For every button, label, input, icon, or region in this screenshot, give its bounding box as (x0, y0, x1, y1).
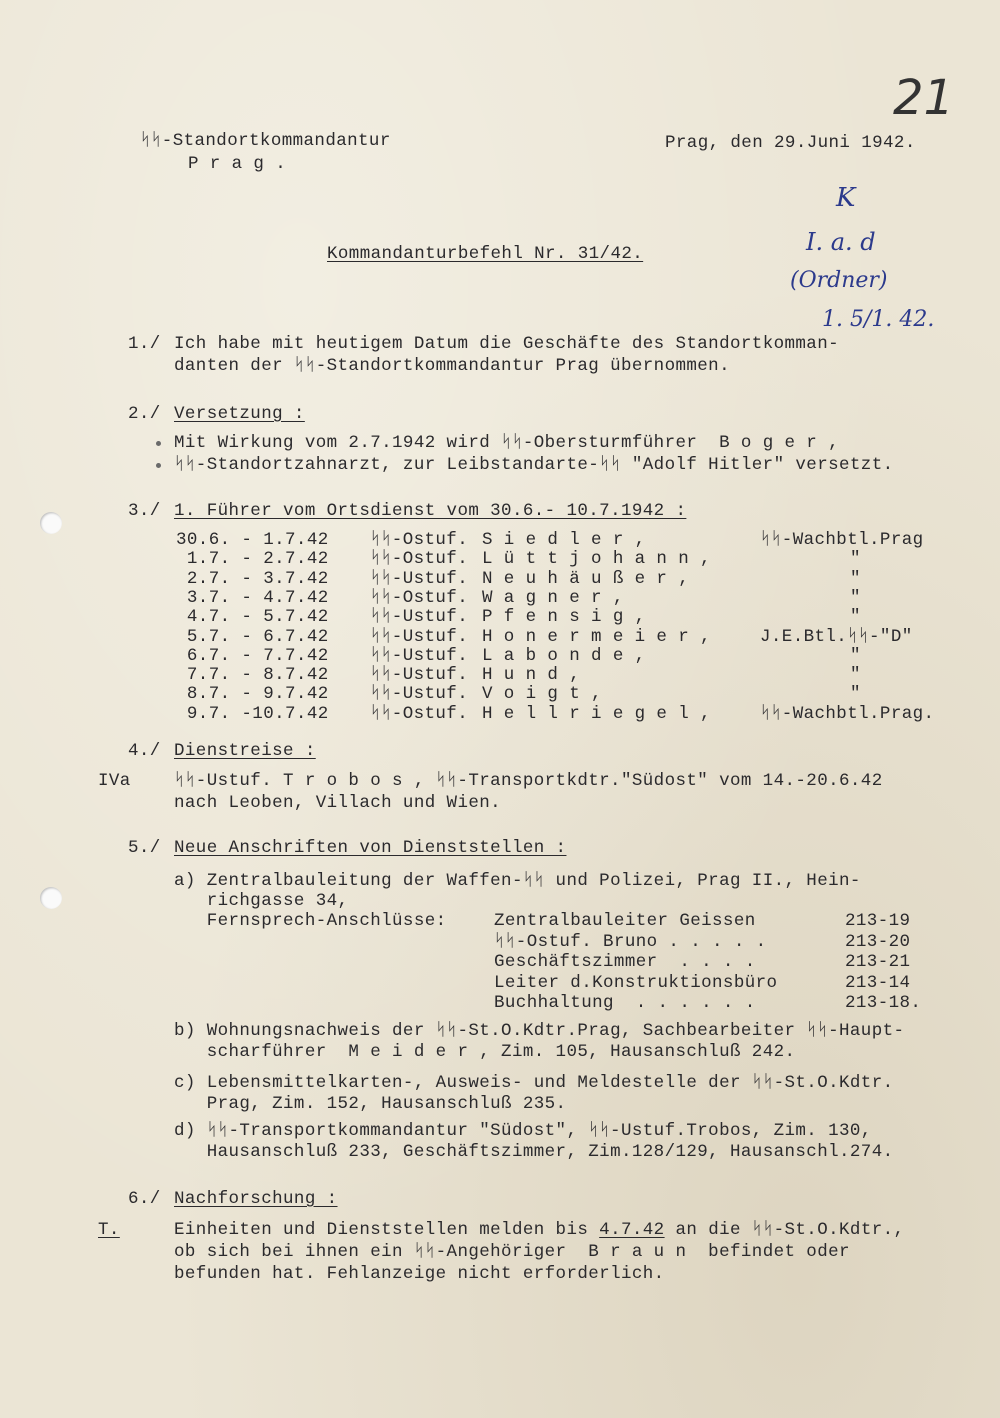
phone-line-name: Zentralbauleiter Geissen (494, 911, 756, 931)
section-5b-line-2: scharführer M e i d e r , Zim. 105, Hausanschluß 242. (174, 1042, 796, 1062)
phone-row (0, 993, 1000, 1015)
duty-officer-name: V o i g t , (482, 684, 602, 705)
section-4-line-2: nach Leoben, Villach und Wien. (174, 793, 502, 813)
duty-unit: " (850, 568, 861, 589)
section-5c-line-1: c) Lebensmittelkarten-, Ausweis- und Meldestelle der ᛋᛋ-St.O.Kdtr. (174, 1073, 894, 1093)
phone-number: 213-19 (845, 911, 911, 931)
duty-roster-row (0, 704, 1000, 726)
duty-rank: ᛋᛋ-Ostuf. (370, 530, 469, 550)
duty-rank: ᛋᛋ-Ustuf. (370, 684, 469, 705)
section-5b-line-1: b) Wohnungsnachweis der ᛋᛋ-St.O.Kdtr.Prag, Sachbearbeiter ᛋᛋ-Haupt- (174, 1021, 905, 1041)
section-5a-line-2: richgasse 34, (174, 891, 349, 911)
duty-officer-name: S i e d l e r , (482, 530, 646, 550)
duty-unit: J.E.Btl.ᛋᛋ-"D" (760, 626, 913, 647)
section-6-number: 6./ (128, 1189, 161, 1209)
duty-rank: ᛋᛋ-Ustuf. (370, 626, 469, 647)
section-5a-line-1: a) Zentralbauleitung der Waffen-ᛋᛋ und Polizei, Prag II., Hein- (174, 871, 861, 891)
section-5c-line-2: Prag, Zim. 152, Hausanschluß 235. (174, 1094, 567, 1114)
handwritten-note-line-3: (Ordner) (790, 268, 888, 293)
duty-dates: 1.7. - 2.7.42 (176, 549, 329, 570)
section-2-heading: Versetzung : (174, 404, 305, 424)
punch-hole-bottom (40, 887, 62, 909)
section-2-line-1: Mit Wirkung vom 2.7.1942 wird ᛋᛋ-Obersturmführer B o g e r , (174, 433, 840, 453)
office-line-2: P r a g . (188, 154, 287, 174)
phone-row (0, 973, 1000, 995)
section-6-heading: Nachforschung : (174, 1189, 338, 1209)
phone-row (0, 911, 1000, 933)
duty-dates: 30.6. - 1.7.42 (176, 530, 329, 550)
duty-unit: " (850, 549, 861, 570)
duty-rank: ᛋᛋ-Ostuf. (370, 703, 469, 724)
duty-rank: ᛋᛋ-Ustuf. (370, 568, 469, 589)
section-5-heading: Neue Anschriften von Dienststellen : (174, 838, 567, 858)
duty-unit: " (850, 645, 861, 666)
phone-row (0, 952, 1000, 974)
duty-dates: 4.7. - 5.7.42 (176, 607, 329, 628)
duty-dates: 6.7. - 7.7.42 (176, 645, 329, 666)
duty-rank: ᛋᛋ-Ostuf. (370, 587, 469, 608)
section-2-line-2: ᛋᛋ-Standortzahnarzt, zur Leibstandarte-ᛋᛋ "Adolf Hitler" versetzt. (174, 455, 894, 475)
section-1-line-1: Ich habe mit heutigem Datum die Geschäfte des Standortkomman- (174, 334, 840, 354)
section-3-number: 3./ (128, 501, 161, 521)
duty-officer-name: H u n d , (482, 665, 581, 686)
duty-officer-name: L ü t t j o h a n n , (482, 549, 711, 570)
duty-dates: 3.7. - 4.7.42 (176, 587, 329, 608)
duty-officer-name: H e l l r i e g e l , (482, 703, 711, 724)
section-6-line-1-start: Einheiten und Dienststellen melden bis (174, 1220, 600, 1240)
duty-rank: ᛋᛋ-Ustuf. (370, 645, 469, 666)
section-6-deadline-date: 4.7.42 (599, 1220, 665, 1240)
document-title: Kommandanturbefehl Nr. 31/42. (327, 244, 644, 264)
duty-officer-name: W a g n e r , (482, 587, 624, 608)
section-6-line-2: ob sich bei ihnen ein ᛋᛋ-Angehöriger B r a u n befindet oder (174, 1242, 850, 1262)
office-line-1: ᛋᛋ-Standortkommandantur (140, 131, 391, 151)
page-number: 21 (893, 70, 955, 126)
duty-rank: ᛋᛋ-Ustuf. (370, 665, 469, 686)
duty-officer-name: L a b o n d e , (482, 645, 646, 666)
duty-officer-name: N e u h ä u ß e r , (482, 568, 690, 589)
section-5d-line-2: Hausanschluß 233, Geschäftszimmer, Zim.128/129, Hausanschl.274. (174, 1142, 894, 1162)
phone-row (0, 932, 1000, 954)
duty-dates: 5.7. - 6.7.42 (176, 626, 329, 647)
duty-dates: 2.7. - 3.7.42 (176, 568, 329, 589)
phone-line-name: Buchhaltung . . . . . . (494, 993, 756, 1013)
section-1-line-2: danten der ᛋᛋ-Standortkommandantur Prag übernommen. (174, 356, 730, 376)
phone-line-name: Leiter d.Konstruktionsbüro (494, 972, 778, 993)
section-2-number: 2./ (128, 404, 161, 424)
duty-dates: 7.7. - 8.7.42 (176, 665, 329, 686)
section-3-heading: 1. Führer vom Ortsdienst vom 30.6.- 10.7.1942 : (174, 501, 687, 521)
duty-unit: ᛋᛋ-Wachbtl.Prag. (760, 703, 935, 724)
bullet-dot (156, 463, 161, 468)
phone-number: 213-18. (845, 993, 922, 1013)
phone-number: 213-20 (845, 931, 911, 952)
duty-unit: " (850, 665, 861, 686)
document-date: Prag, den 29.Juni 1942. (665, 133, 916, 153)
duty-unit: " (850, 587, 861, 608)
section-6-line-1 (174, 1220, 904, 1240)
bullet-dot (156, 441, 161, 446)
duty-unit: ᛋᛋ-Wachbtl.Prag (760, 530, 924, 550)
section-6-line-1-end: an die ᛋᛋ-St.O.Kdtr., (664, 1220, 905, 1240)
phone-number: 213-21 (845, 952, 911, 972)
handwritten-note-line-2: I. a. d (806, 228, 876, 256)
section-5a-phone-label: Fernsprech-Anschlüsse: (174, 911, 447, 931)
section-5d-line-1: d) ᛋᛋ-Transportkommandantur "Südost", ᛋᛋ-Ustuf.Trobos, Zim. 130, (174, 1121, 872, 1141)
duty-dates: 9.7. -10.7.42 (176, 703, 329, 724)
duty-rank: ᛋᛋ-Ostuf. (370, 549, 469, 570)
section-4-number: 4./ (128, 741, 161, 761)
duty-unit: " (850, 684, 861, 705)
section-1-number: 1./ (128, 334, 161, 354)
section-4-line-1: ᛋᛋ-Ustuf. T r o b o s , ᛋᛋ-Transportkdtr."Südost" vom 14.-20.6.42 (174, 771, 883, 791)
section-4-margin-code: IVa (98, 771, 131, 791)
section-6-margin-code: T. (98, 1220, 120, 1240)
phone-line-name: ᛋᛋ-Ostuf. Bruno . . . . . (494, 931, 767, 952)
duty-officer-name: H o n e r m e i e r , (482, 626, 711, 647)
duty-unit: " (850, 607, 861, 628)
handwritten-note-line-1: K (836, 183, 856, 213)
handwritten-note-line-4: 1. 5/1. 42. (822, 307, 935, 332)
phone-number: 213-14 (845, 972, 911, 993)
section-4-heading: Dienstreise : (174, 741, 316, 761)
duty-officer-name: P f e n s i g , (482, 607, 646, 628)
duty-rank: ᛋᛋ-Ustuf. (370, 607, 469, 628)
section-6-line-3: befunden hat. Fehlanzeige nicht erforderlich. (174, 1264, 665, 1284)
duty-dates: 8.7. - 9.7.42 (176, 684, 329, 705)
phone-line-name: Geschäftszimmer . . . . (494, 952, 756, 972)
section-5-number: 5./ (128, 838, 161, 858)
